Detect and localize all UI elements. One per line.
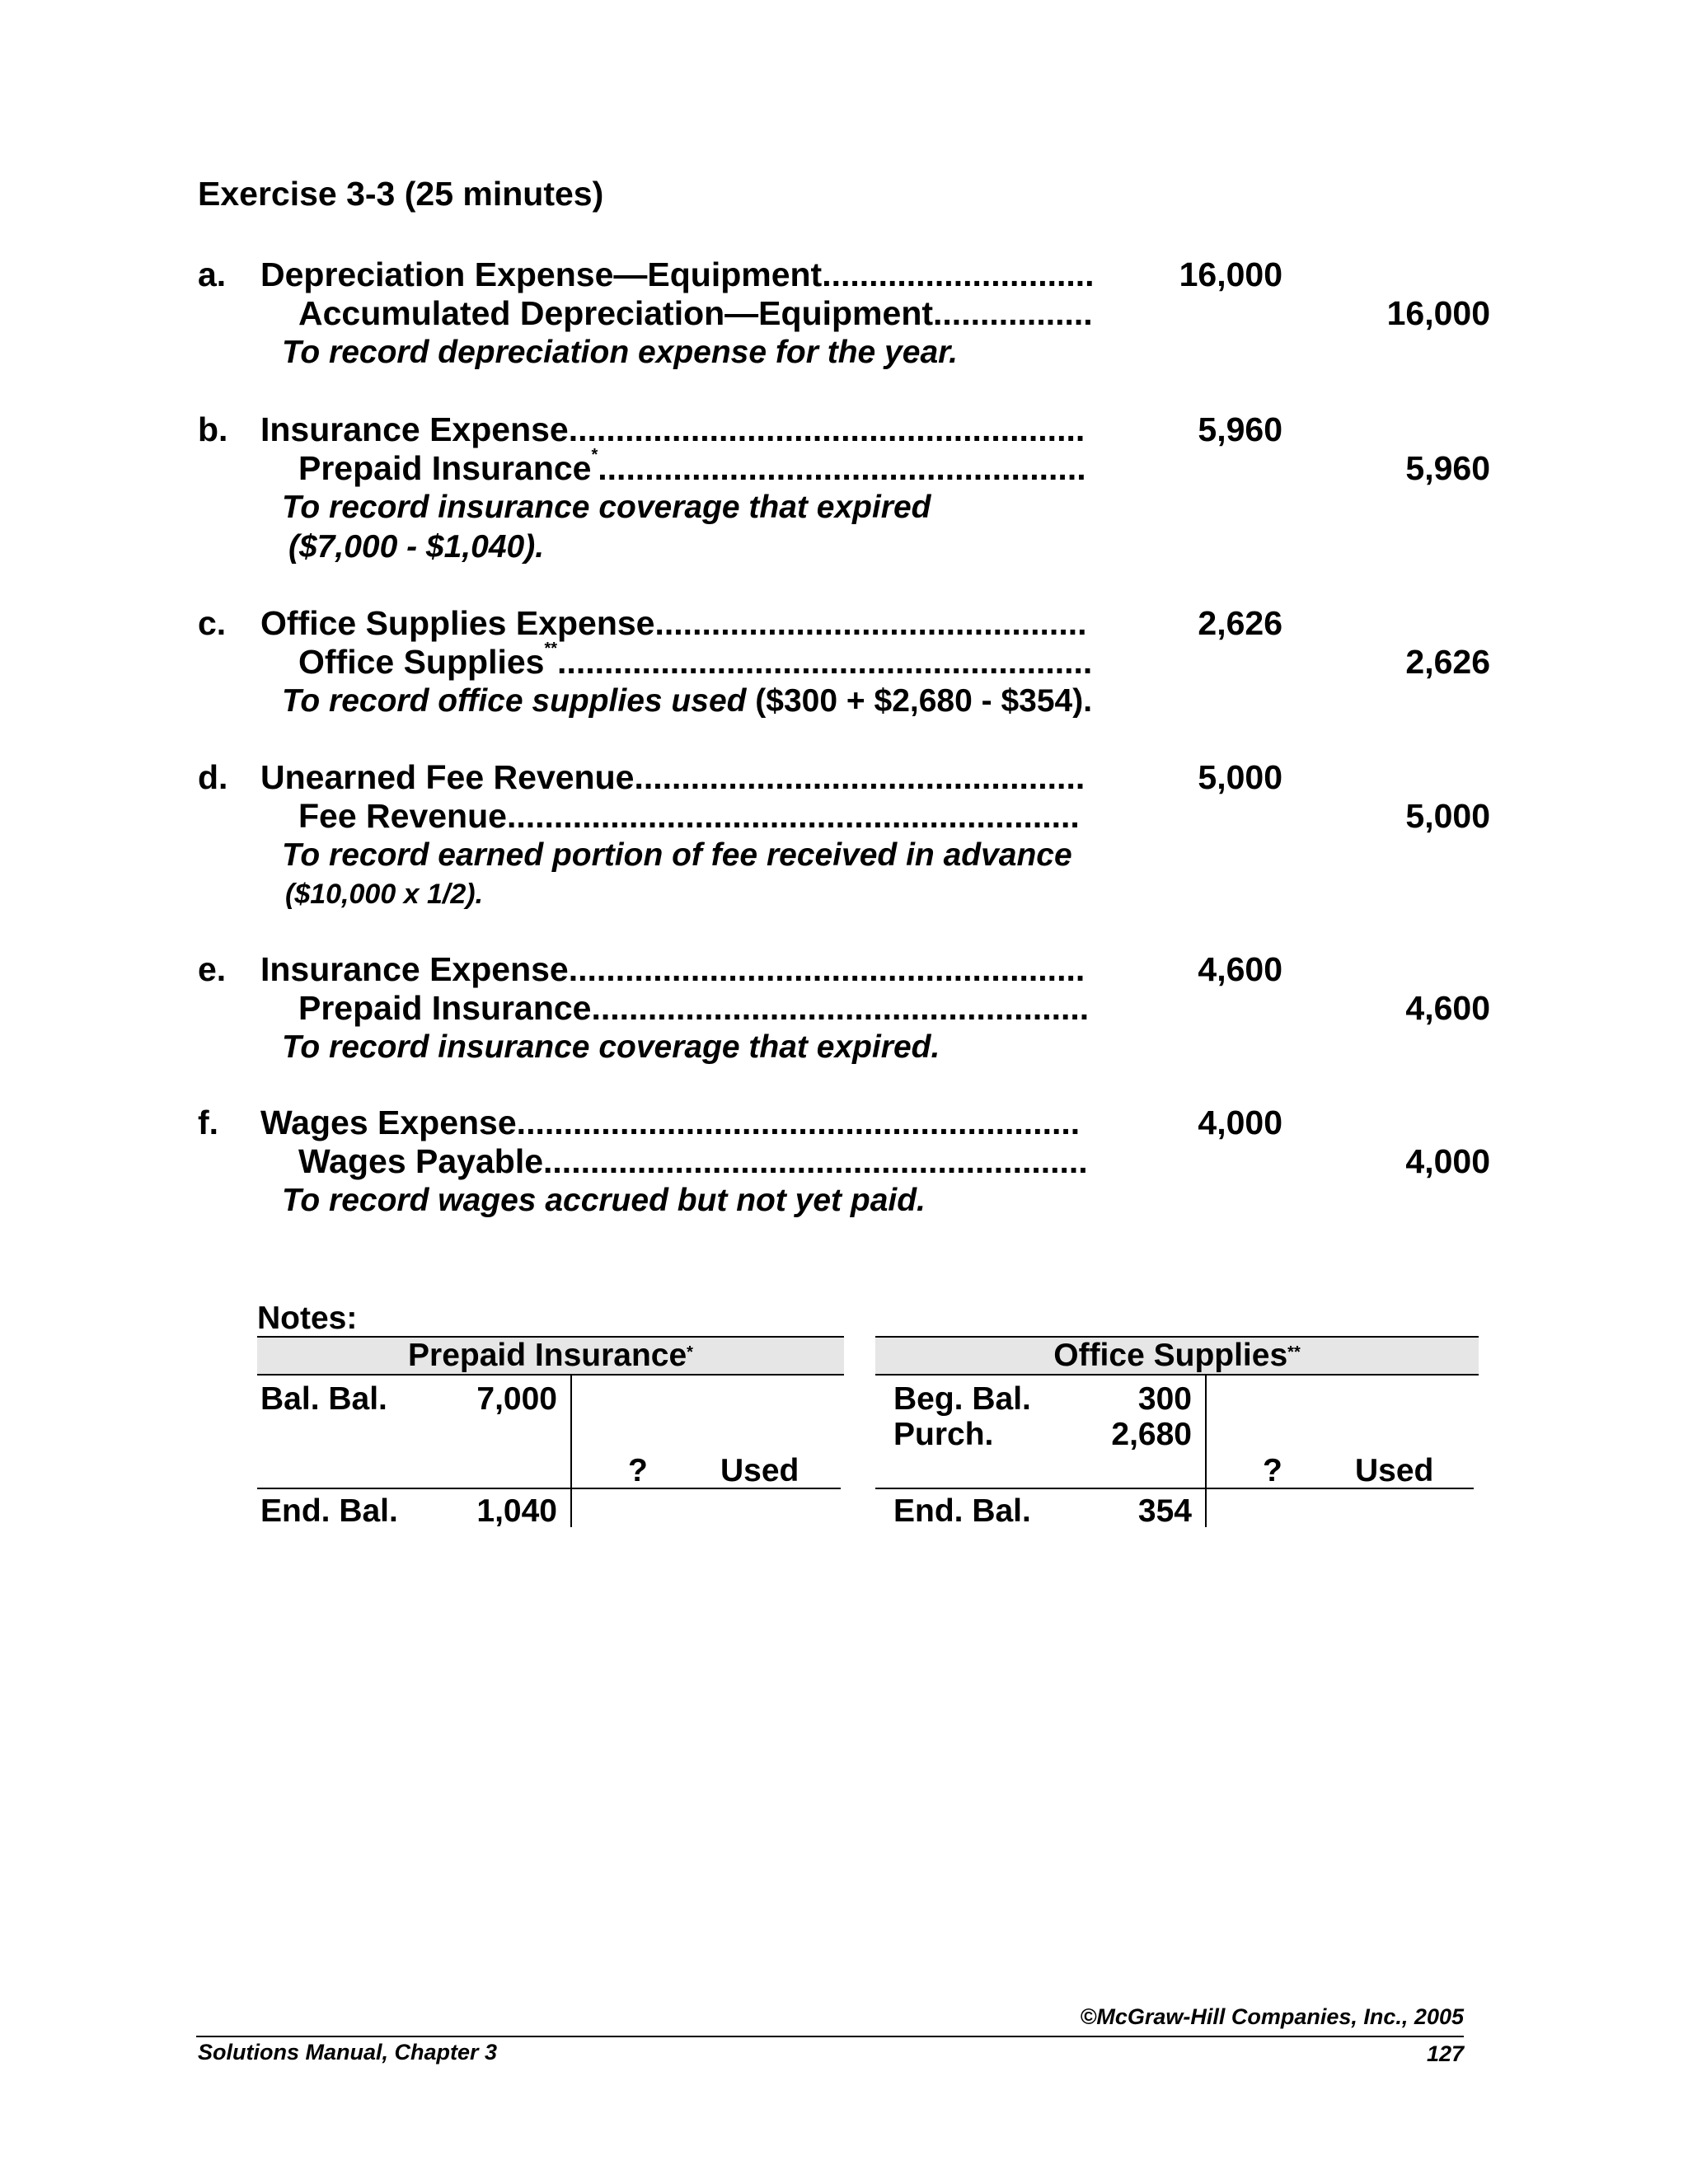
unknown-amount: ? [1263,1453,1282,1488]
beginning-balance-value: 300 [1137,1381,1192,1417]
entry-letter: d. [198,758,228,796]
entry-explanation: To record insurance coverage that expired [282,490,931,525]
t-account-divider [570,1376,572,1527]
entry-letter: b. [198,410,228,448]
entry-explanation: To record earned portion of fee received in advance [282,837,1072,873]
credit-amount: 16,000 [1386,294,1490,332]
entry-explanation-detail: ($10,000 x 1/2). [285,879,484,910]
debit-amount: 4,000 [1198,1104,1282,1141]
debit-amount: 5,960 [1198,410,1282,448]
t-account-title: Prepaid Insurance* [257,1336,844,1376]
purchases-label: Purch. [893,1417,994,1452]
balance-value: 7,000 [476,1381,557,1417]
credit-account: Fee Revenue............................................................. [298,797,1080,835]
credit-amount: 2,626 [1405,643,1490,681]
end-balance-label: End. Bal. [260,1493,398,1529]
end-balance-label: End. Bal. [893,1493,1031,1529]
credit-amount: 5,000 [1405,797,1490,835]
debit-account: Insurance Expense....................................................... [260,950,1085,988]
credit-account: Accumulated Depreciation—Equipment................. [298,294,1093,332]
end-balance-value: 354 [1137,1493,1192,1529]
entry-letter: e. [198,950,227,988]
copyright-notice: ©McGraw-Hill Companies, Inc., 2005 [1080,2004,1464,2029]
entry-letter: a. [198,255,227,293]
notes-label: Notes: [257,1301,358,1336]
purchases-value: 2,680 [1111,1417,1192,1452]
credit-account: Prepaid Insurance*.................................................... [298,446,1086,487]
used-label: Used [1355,1453,1434,1488]
entry-explanation: To record depreciation expense for the year. [282,335,958,370]
debit-account: Insurance Expense....................................................... [260,410,1085,448]
debit-account: Office Supplies Expense.............................................. [260,604,1087,642]
debit-amount: 2,626 [1198,604,1282,642]
entry-explanation: To record insurance coverage that expired. [282,1029,940,1065]
unknown-amount: ? [628,1453,648,1488]
t-account-title: Office Supplies** [875,1336,1479,1376]
entry-explanation: To record office supplies used ($300 + $2,680 - $354). [282,683,1093,719]
t-account-divider [1205,1376,1207,1527]
debit-amount: 4,600 [1198,950,1282,988]
beginning-balance-label: Beg. Bal. [893,1381,1031,1417]
debit-amount: 5,000 [1198,758,1282,796]
used-label: Used [720,1453,799,1488]
credit-amount: 5,960 [1405,449,1490,487]
entry-letter: c. [198,604,227,642]
entry-explanation: To record wages accrued but not yet paid. [282,1183,926,1218]
end-balance-value: 1,040 [476,1493,557,1529]
debit-amount: 16,000 [1179,255,1282,293]
credit-account: Prepaid Insurance..................................................... [298,989,1090,1027]
entry-explanation-detail: ($7,000 - $1,040). [288,529,545,565]
credit-account: Wages Payable.......................................................... [298,1142,1088,1180]
page-title: Exercise 3-3 (25 minutes) [198,175,604,213]
debit-account: Unearned Fee Revenue................................................ [260,758,1085,796]
credit-amount: 4,600 [1405,989,1490,1027]
entry-letter: f. [198,1104,219,1141]
balance-label: Bal. Bal. [260,1381,387,1417]
debit-account: Depreciation Expense—Equipment............................. [260,255,1095,293]
footer-source: Solutions Manual, Chapter 3 [198,2040,498,2064]
credit-amount: 4,000 [1405,1142,1490,1180]
debit-account: Wages Expense............................................................ [260,1104,1081,1141]
page-number: 127 [1426,2041,1464,2066]
footer-rule [196,2036,1464,2037]
credit-account: Office Supplies**......................................................... [298,640,1093,681]
